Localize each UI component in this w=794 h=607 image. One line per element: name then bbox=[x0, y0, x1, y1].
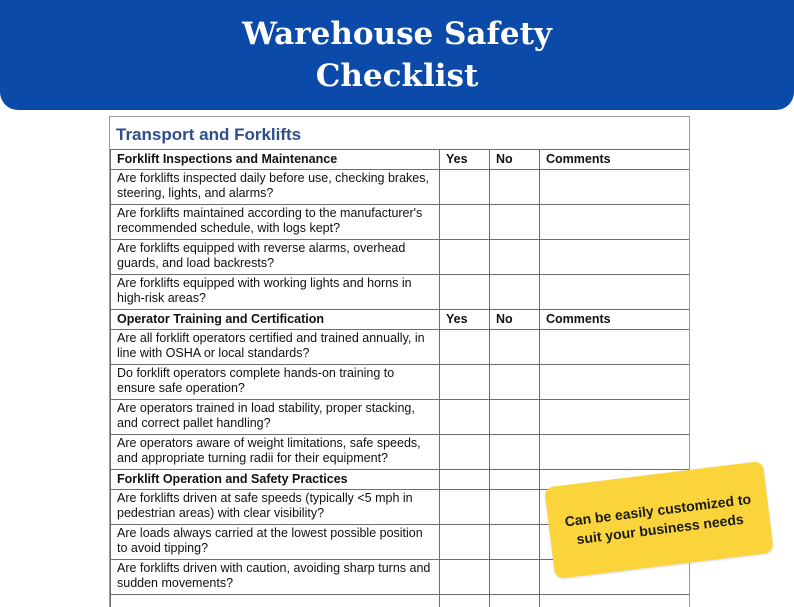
table-row bbox=[111, 170, 690, 205]
no-cell[interactable] bbox=[490, 595, 540, 607]
no-cell[interactable] bbox=[490, 490, 540, 525]
checklist-question: Are forklifts inspected daily before use, checking brakes, steering, lights, and alarms? bbox=[111, 170, 440, 205]
yes-cell[interactable] bbox=[440, 240, 490, 275]
checklist-question: Are loads always carried at the lowest possible position to avoid tipping? bbox=[111, 525, 440, 560]
comments-column-header: Comments bbox=[540, 150, 690, 170]
no-cell[interactable] bbox=[490, 205, 540, 240]
checklist-question: Are forklifts maintained according to the manufacturer's recommended schedule, with logs kept? bbox=[111, 205, 440, 240]
no-cell[interactable] bbox=[490, 525, 540, 560]
no-column-header: No bbox=[490, 310, 540, 330]
checklist-question: Are forklifts equipped with reverse alarms, overhead guards, and load backrests? bbox=[111, 240, 440, 275]
no-column-header-empty bbox=[490, 470, 540, 490]
banner-title-line1: Warehouse Safety bbox=[242, 13, 552, 55]
yes-cell[interactable] bbox=[440, 275, 490, 310]
checklist-question: Are operators aware of weight limitations, safe speeds, and appropriate turning radii for their equipment? bbox=[111, 435, 440, 470]
yes-column-header: Yes bbox=[440, 150, 490, 170]
comments-cell[interactable] bbox=[540, 365, 690, 400]
checklist-question: Are forklifts equipped with working lights and horns in high-risk areas? bbox=[111, 275, 440, 310]
yes-column-header-empty bbox=[440, 470, 490, 490]
yes-cell[interactable] bbox=[440, 595, 490, 607]
no-cell[interactable] bbox=[490, 275, 540, 310]
no-cell[interactable] bbox=[490, 240, 540, 275]
section-heading: Operator Training and Certification bbox=[111, 310, 440, 330]
yes-cell[interactable] bbox=[440, 170, 490, 205]
no-cell[interactable] bbox=[490, 400, 540, 435]
yes-cell[interactable] bbox=[440, 400, 490, 435]
no-cell[interactable] bbox=[490, 170, 540, 205]
comments-cell[interactable] bbox=[540, 275, 690, 310]
yes-cell[interactable] bbox=[440, 525, 490, 560]
banner-title-line2: Checklist bbox=[316, 55, 479, 97]
table-row bbox=[111, 365, 690, 400]
comments-cell[interactable] bbox=[540, 400, 690, 435]
comments-cell[interactable] bbox=[540, 330, 690, 365]
comments-cell[interactable] bbox=[540, 435, 690, 470]
yes-cell[interactable] bbox=[440, 435, 490, 470]
table-row bbox=[111, 400, 690, 435]
section-heading: Forklift Inspections and Maintenance bbox=[111, 150, 440, 170]
checklist-question: Are operators trained in load stability, proper stacking, and correct pallet handling? bbox=[111, 400, 440, 435]
no-cell[interactable] bbox=[490, 560, 540, 595]
title-banner bbox=[0, 0, 794, 110]
table-row bbox=[111, 275, 690, 310]
section-heading: Forklift Operation and Safety Practices bbox=[111, 470, 440, 490]
table-row bbox=[111, 330, 690, 365]
sheet-title: Transport and Forklifts bbox=[110, 117, 689, 149]
comments-column-header: Comments bbox=[540, 310, 690, 330]
no-cell[interactable] bbox=[490, 330, 540, 365]
no-cell[interactable] bbox=[490, 435, 540, 470]
yes-cell[interactable] bbox=[440, 490, 490, 525]
comments-cell[interactable] bbox=[540, 595, 690, 607]
yes-cell[interactable] bbox=[440, 365, 490, 400]
checklist-question: Are forklifts driven at safe speeds (typically <5 mph in pedestrian areas) with clear visibility? bbox=[111, 490, 440, 525]
no-column-header: No bbox=[490, 150, 540, 170]
callout-text: Can be easily customized to suit your business needs bbox=[562, 490, 755, 551]
table-row bbox=[111, 435, 690, 470]
comments-cell[interactable] bbox=[540, 170, 690, 205]
section-header-row bbox=[111, 310, 690, 330]
yes-cell[interactable] bbox=[440, 205, 490, 240]
yes-column-header: Yes bbox=[440, 310, 490, 330]
yes-cell[interactable] bbox=[440, 330, 490, 365]
checklist-question-empty bbox=[111, 595, 440, 607]
table-row-cut-off bbox=[111, 595, 690, 607]
yes-cell[interactable] bbox=[440, 560, 490, 595]
table-row bbox=[111, 240, 690, 275]
comments-cell[interactable] bbox=[540, 205, 690, 240]
checklist-question: Are all forklift operators certified and trained annually, in line with OSHA or local standards? bbox=[111, 330, 440, 365]
checklist-question: Are forklifts driven with caution, avoiding sharp turns and sudden movements? bbox=[111, 560, 440, 595]
table-row bbox=[111, 205, 690, 240]
no-cell[interactable] bbox=[490, 365, 540, 400]
section-header-row bbox=[111, 150, 690, 170]
comments-cell[interactable] bbox=[540, 240, 690, 275]
checklist-question: Do forklift operators complete hands-on training to ensure safe operation? bbox=[111, 365, 440, 400]
